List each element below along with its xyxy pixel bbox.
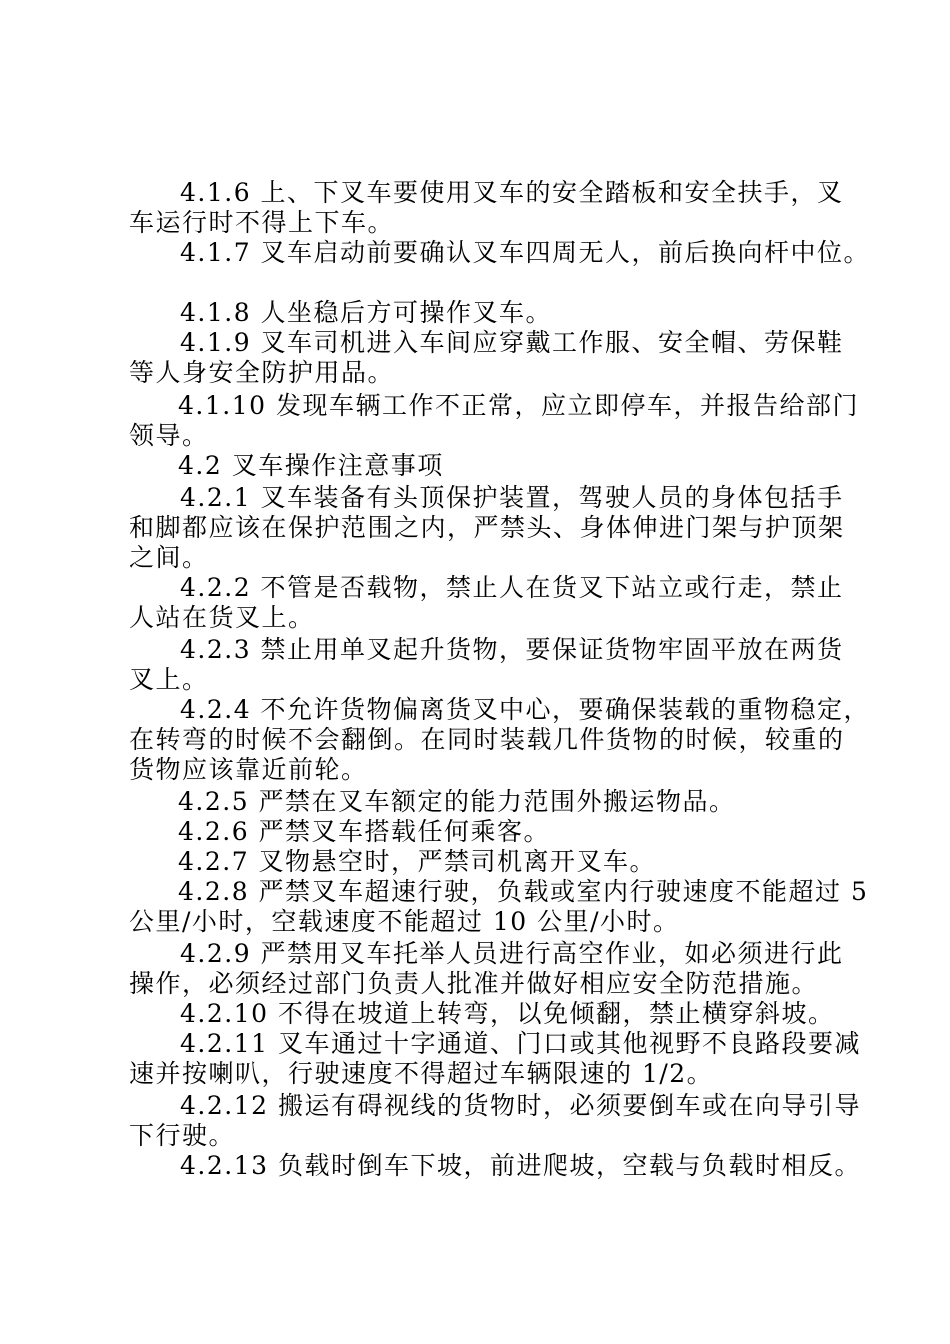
text-line: 4.2.9 严禁用叉车托举人员进行高空作业，如必须进行此 (180, 939, 844, 968)
text-line: 4.2.12 搬运有碍视线的货物时，必须要倒车或在向导引导 (180, 1091, 861, 1120)
text-line: 4.2.2 不管是否载物，禁止人在货叉下站立或行走，禁止 (180, 573, 844, 602)
text-line: 4.1.7 叉车启动前要确认叉车四周无人，前后换向杆中位。 (180, 238, 871, 267)
text-line: 4.2.13 负载时倒车下坡，前进爬坡，空载与负载时相反。 (180, 1151, 861, 1180)
text-line: 4.2.7 叉物悬空时，严禁司机离开叉车。 (178, 847, 657, 876)
text-line: 下行驶。 (129, 1121, 236, 1150)
text-line: 速并按喇叭，行驶速度不得超过车辆限速的 1/2。 (129, 1059, 714, 1088)
text-line: 在转弯的时候不会翻倒。在同时装载几件货物的时候，较重的 (129, 725, 845, 754)
text-line: 等人身安全防护用品。 (129, 358, 395, 387)
text-line: 货物应该靠近前轮。 (129, 755, 368, 784)
text-line: 人站在货叉上。 (129, 603, 315, 632)
text-line: 4.2.10 不得在坡道上转弯，以免倾翻，禁止横穿斜坡。 (180, 999, 835, 1028)
text-line: 公里/小时，空载速度不能超过 10 公里/小时。 (129, 907, 680, 936)
text-line: 4.2.6 严禁叉车搭载任何乘客。 (178, 817, 551, 846)
text-line: 操作，必须经过部门负责人批准并做好相应安全防范措施。 (129, 969, 819, 998)
text-line: 4.2.4 不允许货物偏离货叉中心，要确保装载的重物稳定， (180, 695, 871, 724)
text-line: 4.2.5 严禁在叉车额定的能力范围外搬运物品。 (178, 787, 736, 816)
text-line: 之间。 (129, 543, 209, 572)
text-line: 4.1.9 叉车司机进入车间应穿戴工作服、安全帽、劳保鞋 (180, 328, 844, 357)
text-line: 领导。 (129, 421, 209, 450)
text-line: 车运行时不得上下车。 (129, 208, 395, 237)
text-line: 4.1.6 上、下叉车要使用叉车的安全踏板和安全扶手，叉 (180, 178, 844, 207)
text-line: 4.2.11 叉车通过十字通道、门口或其他视野不良路段要减 (180, 1029, 861, 1058)
text-line: 4.1.8 人坐稳后方可操作叉车。 (180, 298, 553, 327)
text-line: 4.1.10 发现车辆工作不正常，应立即停车，并报告给部门 (178, 391, 859, 420)
text-line: 4.2.1 叉车装备有头顶保护装置，驾驶人员的身体包括手 (180, 483, 844, 512)
text-line: 4.2.8 严禁叉车超速行驶，负载或室内行驶速度不能超过 5 (178, 877, 869, 906)
section-heading: 4.2 叉车操作注意事项 (178, 451, 444, 480)
text-line: 和脚都应该在保护范围之内，严禁头、身体伸进门架与护顶架 (129, 513, 845, 542)
text-line: 4.2.3 禁止用单叉起升货物，要保证货物牢固平放在两货 (180, 635, 844, 664)
text-line: 叉上。 (129, 665, 209, 694)
